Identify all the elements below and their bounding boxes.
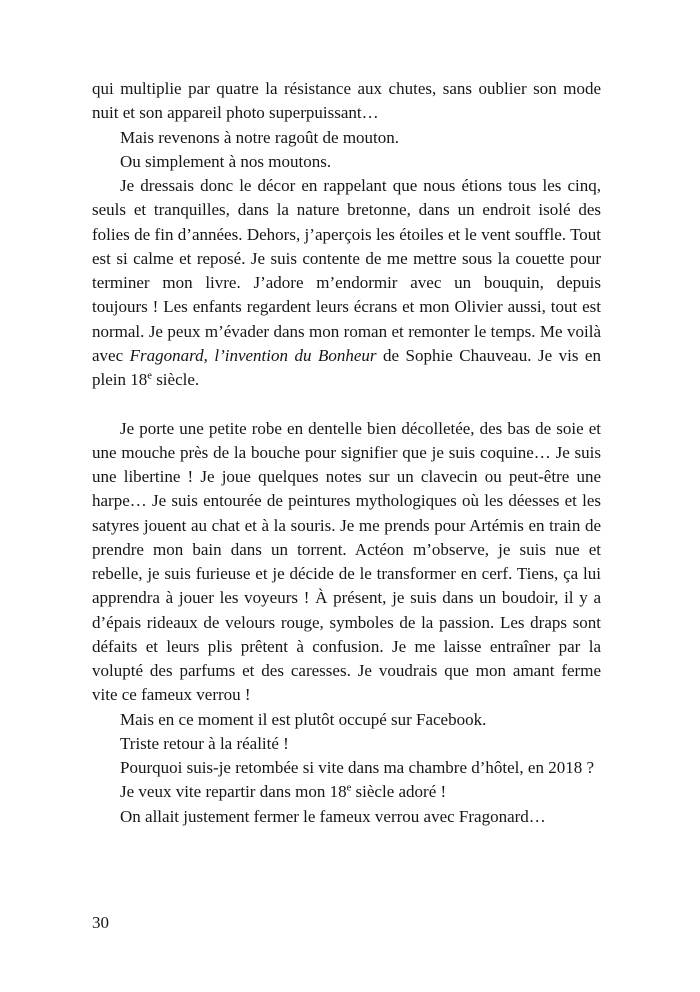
text-run: Mais en ce moment il est plutôt occupé sur Facebook. (120, 709, 487, 729)
text-run: de Sophie Chauveau. Je vis en plein 18 (92, 345, 601, 389)
ordinal-superscript: e (147, 370, 152, 382)
paragraph (92, 756, 601, 780)
text-run: Mais revenons à notre ragoût de mouton. (120, 127, 400, 147)
text-run: On allait justement fermer le fameux verrou avec Fragonard… (120, 806, 546, 826)
text-run: Ou simplement à nos moutons. (120, 151, 332, 171)
ordinal-superscript: e (346, 782, 352, 794)
text-block (92, 77, 601, 829)
paragraph (92, 805, 601, 829)
text-run: siècle adoré ! (351, 782, 447, 802)
text-run: Je veux vite repartir dans mon 18 (120, 782, 347, 802)
paragraph (92, 732, 601, 756)
text-run: Je dressais donc le décor en rappelant que nous étions tous les cinq, seuls et tranquilles, dans la nature bretonne, dans un endroit isolé des folies de fin d’années. Dehors, j’aperçois les étoiles et le vent souffle. Tout est si calme et reposé. Je suis contente de me mettre sous la couette pour terminer mon livre. J’adore m’endormir avec un bouquin, depuis toujours ! Les enfants regardent leurs écrans et mon Olivier aussi, tout est normal. Je peux m’évader dans mon roman et remonter le temps. Me voilà avec (92, 176, 601, 365)
paragraph (92, 77, 601, 126)
paragraph (92, 417, 601, 708)
text-run: Pourquoi suis-je retombée si vite dans ma chambre d’hôtel, en 2018 ? (120, 758, 594, 777)
text-run: qui multiplie par quatre la résistance aux chutes, sans oublier son mode nuit et son appareil photo superpuissant… (92, 79, 601, 123)
text-run: siècle. (151, 370, 200, 389)
page-number: 30 (92, 913, 109, 932)
paragraph (92, 174, 601, 392)
paragraph (92, 708, 601, 732)
text-run: Triste retour à la réalité ! (120, 733, 289, 753)
book-title-italic: Fragonard, l’invention du Bonheur (129, 345, 377, 365)
text-run: Je porte une petite robe en dentelle bien décolletée, des bas de soie et une mouche près de la bouche pour signifier que je suis coquine… Je suis une libertine ! Je joue quelques notes sur un clavecin ou peut-être une harpe… Je suis entourée de peintures mythologiques où les déesses et les satyres jouent au chat et à la souris. Je me prends pour Artémis en train de prendre mon bain dans un torrent. Actéon m’observe, je suis nue et rebelle, je suis furieuse et je décide de le transformer en cerf. Tiens, ça lui apprendra à jouer les voyeurs ! À présent, je suis dans un boudoir, il y a d’épais rideaux de velours rouge, symboles de la passion. Les draps sont défaits et leurs plis prêtent à confusion. Je me laisse entraîner par la volupté des parfums et des caresses. Je voudrais que mon amant ferme vite ce fameux verrou ! (92, 418, 601, 705)
paragraph (92, 780, 601, 804)
paragraph (92, 126, 601, 150)
paragraph (92, 150, 601, 174)
